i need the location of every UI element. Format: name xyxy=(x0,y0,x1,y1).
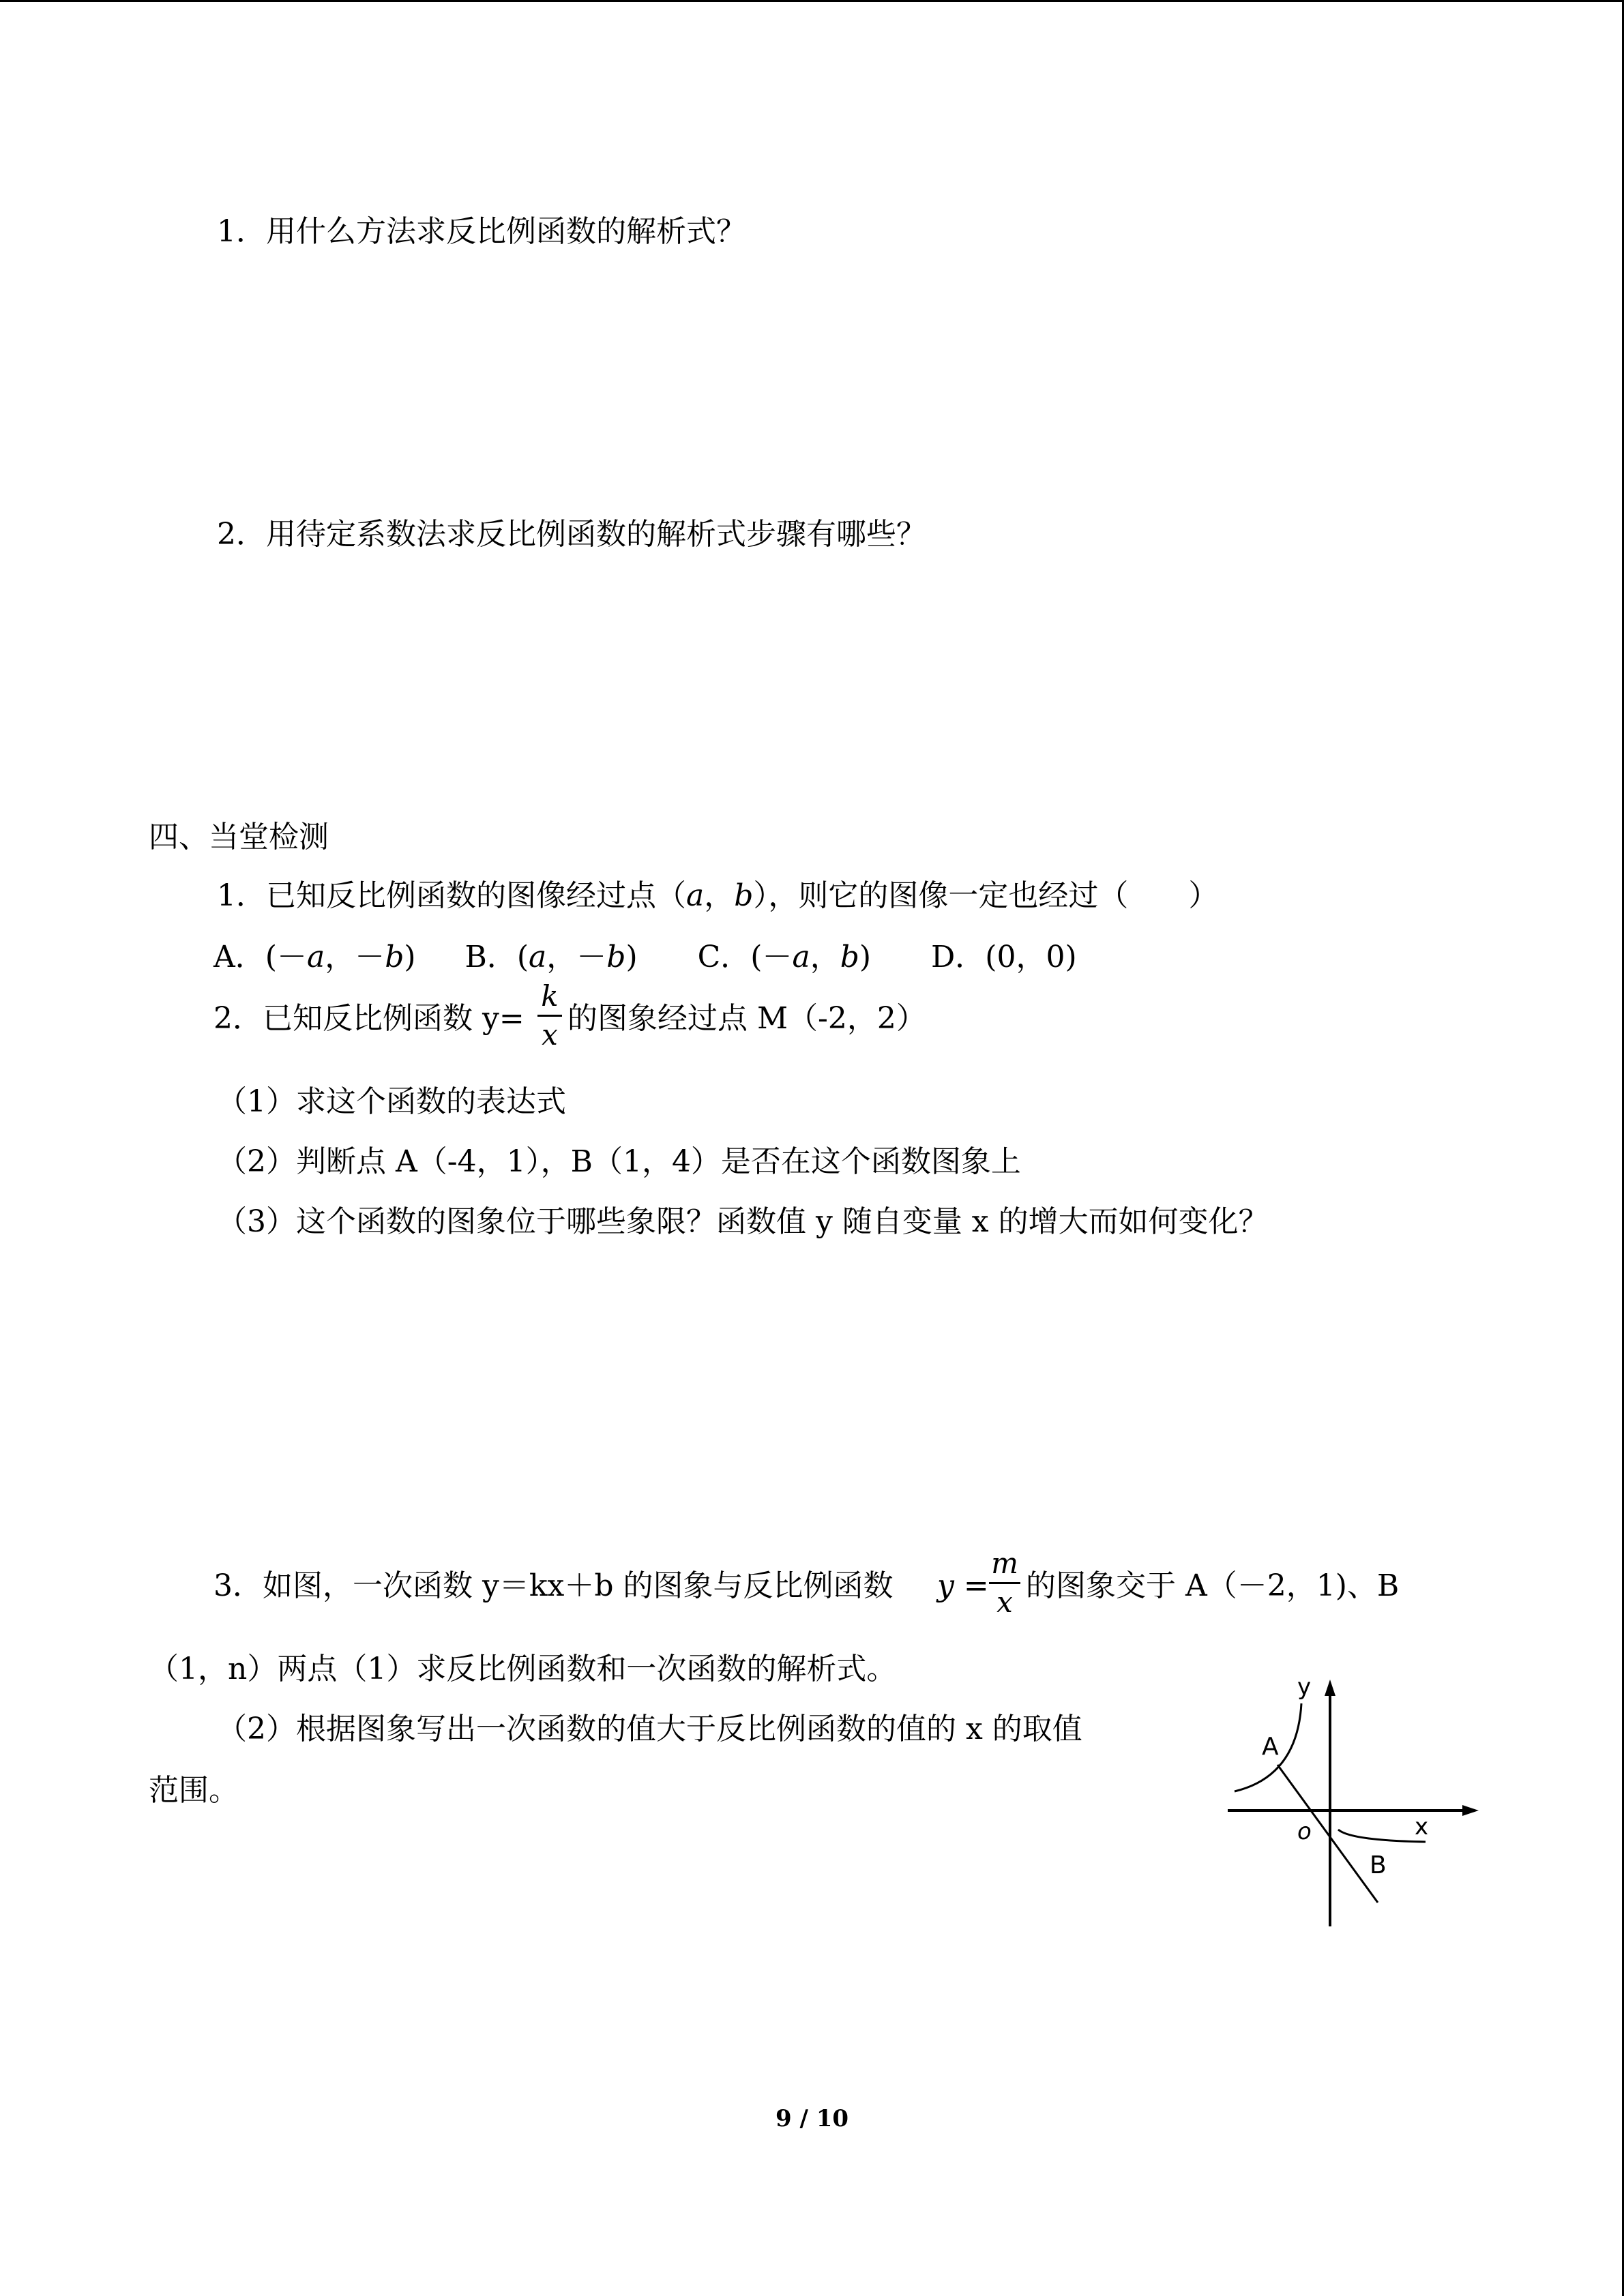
problem-3-line-2: （1，n）两点（1）求反比例函数和一次函数的解析式。 xyxy=(149,1652,897,1686)
y-axis-arrow-icon xyxy=(1325,1680,1335,1696)
y-axis-label: y xyxy=(1297,1674,1312,1701)
hyperbola-branch-lower-right xyxy=(1338,1830,1426,1842)
x-axis-arrow-icon xyxy=(1462,1805,1479,1816)
problem-2-stem-a: 2．已知反比例函数 y= xyxy=(213,1001,525,1036)
x-axis-label: x xyxy=(1415,1813,1429,1840)
page-number: 9 / 10 xyxy=(775,2105,849,2132)
problem-2-stem-b: 的图象经过点 M（-2，2） xyxy=(567,1001,926,1036)
point-b-label: B xyxy=(1370,1851,1387,1879)
option-c: C．(－a，b) xyxy=(697,940,872,974)
problem-3-y-eq: y = xyxy=(937,1568,989,1603)
fraction-k-over-x: k x xyxy=(537,982,562,1049)
linear-function-line xyxy=(1278,1765,1378,1903)
options-row xyxy=(213,942,1077,972)
problem-3-stem-a: 3．如图，一次函数 y＝kx＋b 的图象与反比例函数 xyxy=(213,1568,894,1603)
problem-3-stem-b: 的图象交于 A（－2，1)、B xyxy=(1026,1568,1400,1603)
option-d: D．(0，0) xyxy=(931,940,1077,974)
fraction-m-over-x: m x xyxy=(989,1549,1020,1617)
section-heading: 四、当堂检测 xyxy=(149,820,329,854)
point-a-label: A xyxy=(1262,1733,1279,1761)
origin-label: o xyxy=(1297,1818,1312,1845)
option-a: A．(－a，－b) xyxy=(213,940,416,974)
problem-2-sub-3: （3）这个函数的图象位于哪些象限？函数值 y 随自变量 x 的增大而如何变化？ xyxy=(217,1204,1269,1239)
problem-3-line-4: 范围。 xyxy=(149,1773,239,1808)
problem-1: 1．已知反比例函数的图像经过点（a，b），则它的图像一定也经过（ ） xyxy=(217,878,1219,913)
option-b: B．(a，－b) xyxy=(464,940,638,974)
function-graph-figure xyxy=(1221,1674,1480,1933)
problem-2-sub-2: （2）判断点 A（-4，1），B（1，4）是否在这个函数图象上 xyxy=(217,1144,1021,1179)
problem-2-sub-1: （1）求这个函数的表达式 xyxy=(217,1084,566,1119)
problem-3-line-3: （2）根据图象写出一次函数的值大于反比例函数的值的 x 的取值 xyxy=(217,1712,1082,1746)
question-2: 2．用待定系数法求反比例函数的解析式步骤有哪些？ xyxy=(217,517,926,552)
page-border-top xyxy=(0,0,1624,2)
question-1: 1．用什么方法求反比例函数的解析式？ xyxy=(217,214,746,249)
